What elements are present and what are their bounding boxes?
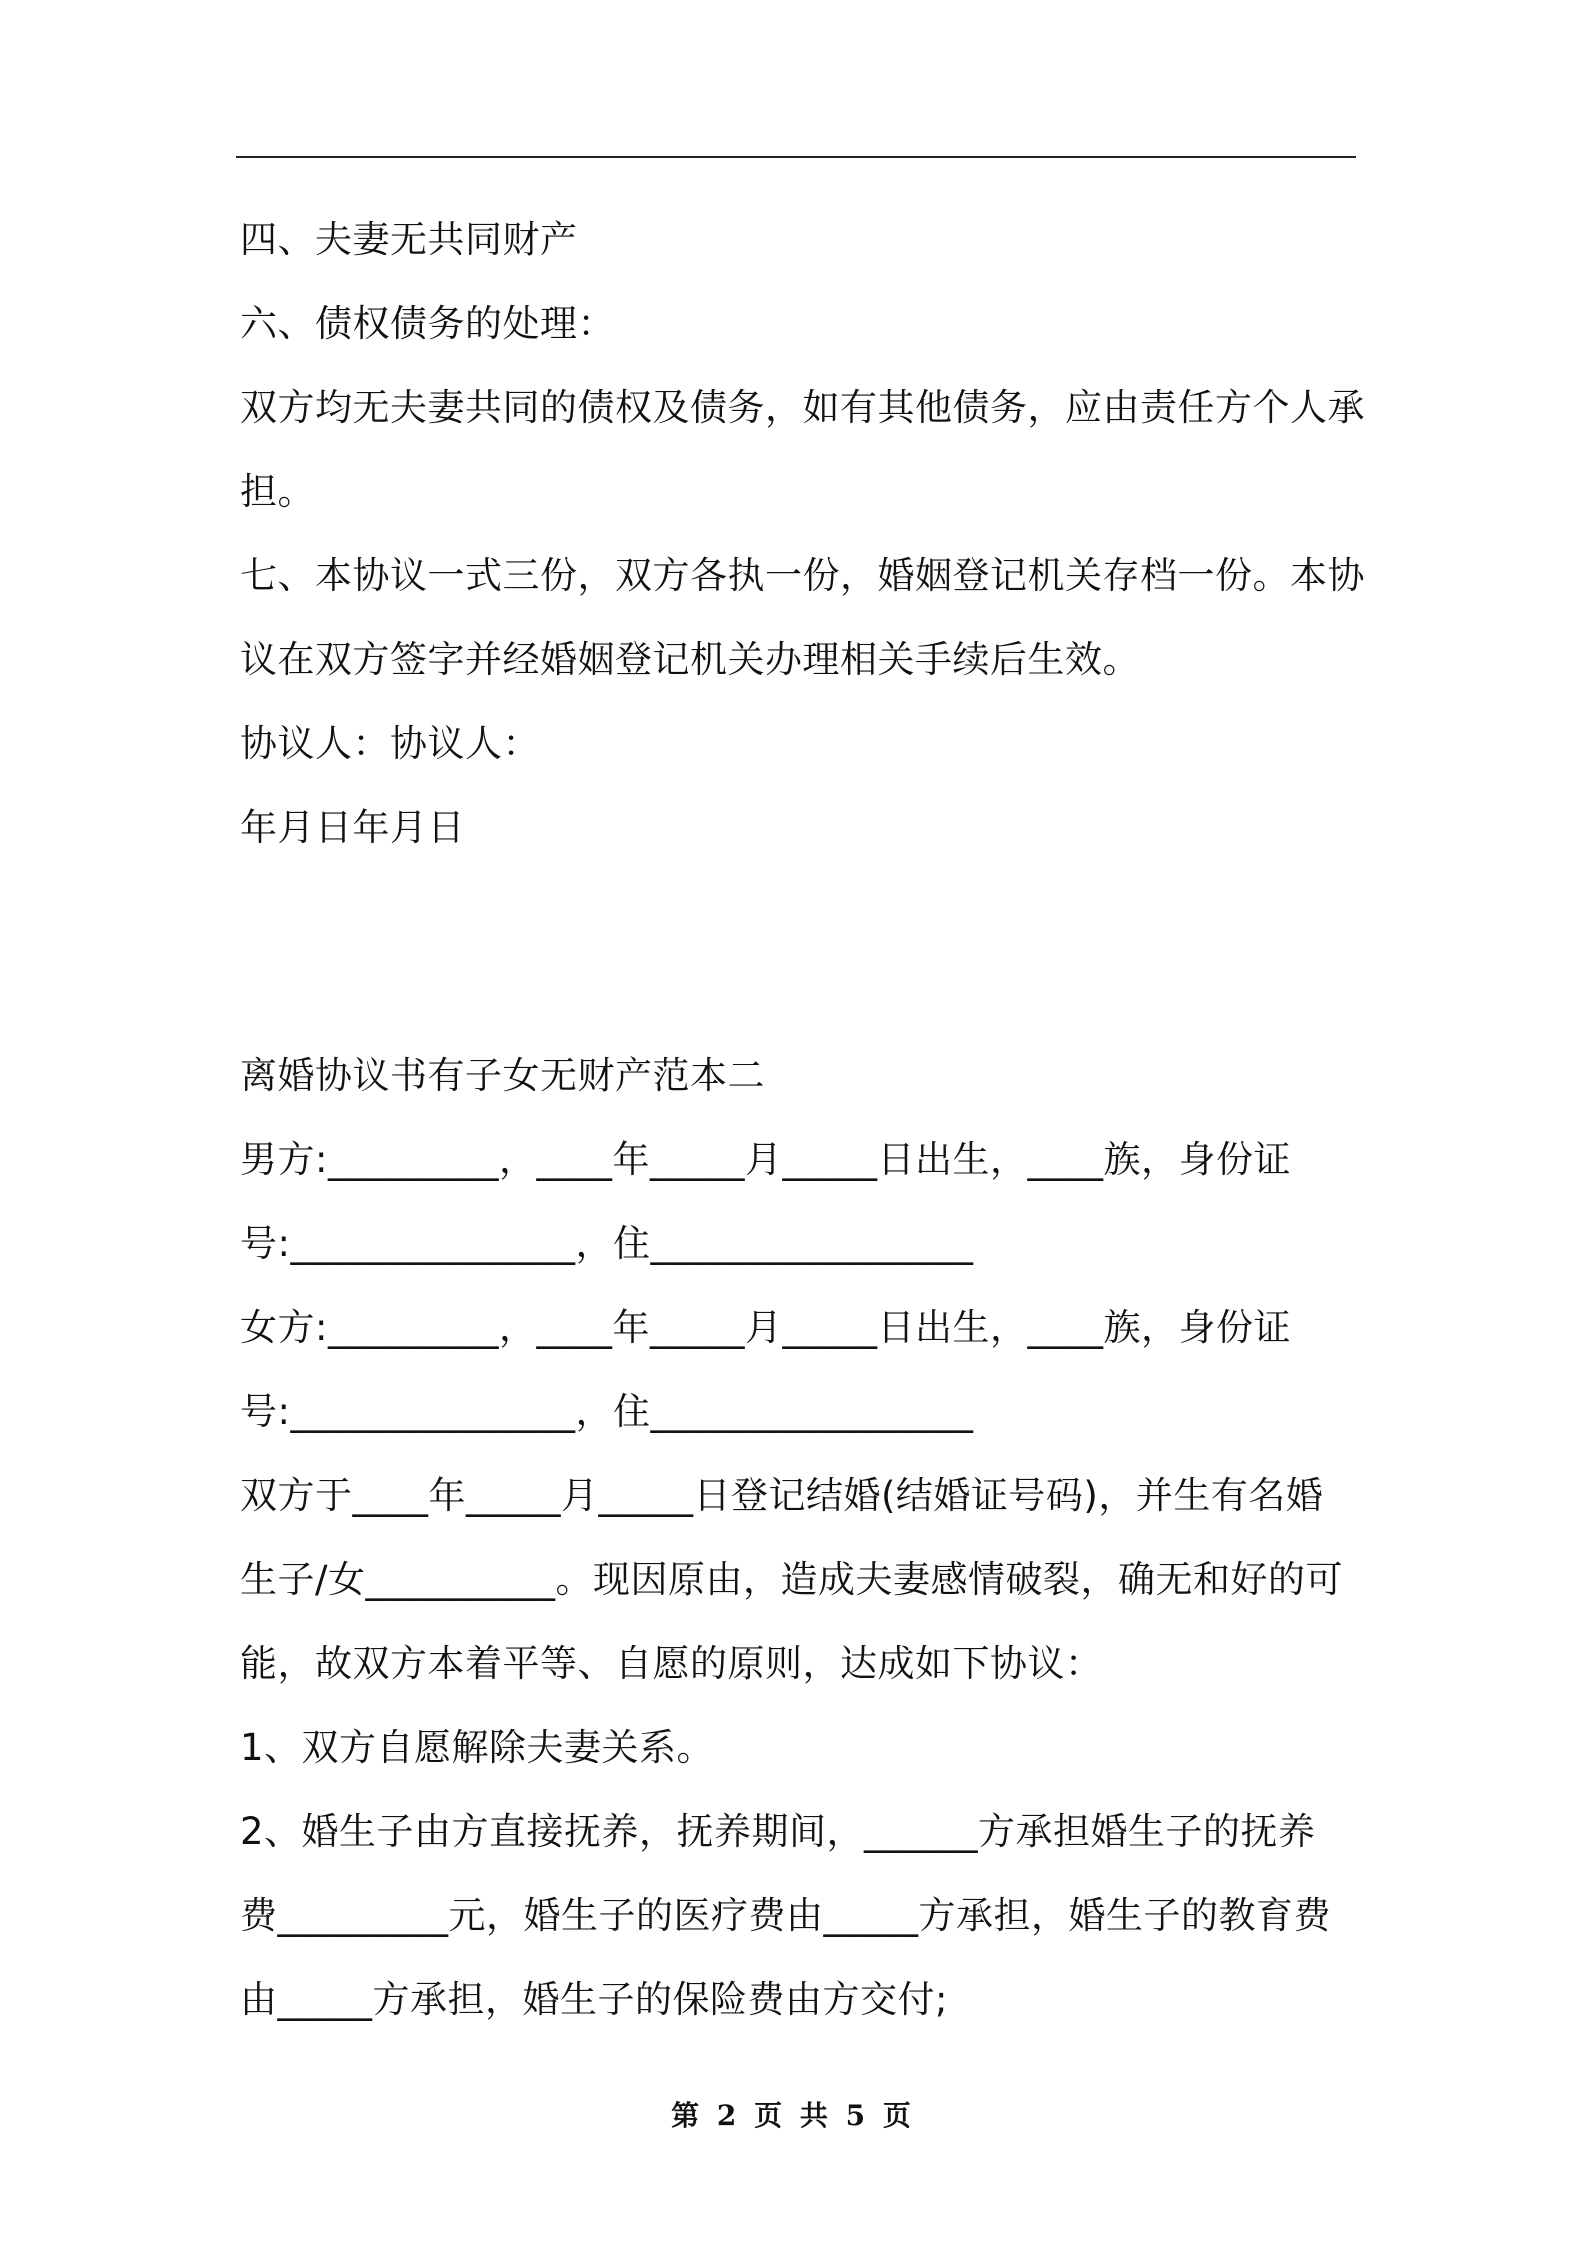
date-line: 年月日年月日 <box>240 806 465 849</box>
paragraph-line: 四、夫妻无共同财产 <box>240 218 578 261</box>
paragraph-line: 担。 <box>240 470 315 513</box>
document-body <box>240 198 1365 2042</box>
paragraph-line: 能，故双方本着平等、自愿的原则，达成如下协议： <box>240 1642 1103 1685</box>
clause-line: 由_____方承担，婚生子的保险费由方交付; <box>240 1978 948 2021</box>
paragraph-line: 七、本协议一式三份，双方各执一份，婚姻登记机关存档一份。本协 <box>240 554 1365 597</box>
header-rule <box>236 156 1356 158</box>
clause-line: 2、婚生子由方直接抚养，抚养期间，______方承担婚生子的抚养 <box>240 1810 1316 1853</box>
clause-line: 费_________元，婚生子的医疗费由_____方承担，婚生子的教育费 <box>240 1894 1331 1937</box>
clause-line: 1、双方自愿解除夫妻关系。 <box>240 1726 715 1769</box>
form-line: 号:_______________，住_________________ <box>240 1222 974 1265</box>
section-gap <box>240 870 1360 1034</box>
paragraph-line: 生子/女__________。现因原由，造成夫妻感情破裂，确无和好的可 <box>240 1558 1343 1601</box>
paragraph-line: 议在双方签字并经婚姻登记机关办理相关手续后生效。 <box>240 638 1140 681</box>
form-line: 男方:_________，____年_____月_____日出生，____族，身份证 <box>240 1138 1291 1181</box>
signature-line: 协议人：协议人： <box>240 722 540 765</box>
paragraph-line: 双方于____年_____月_____日登记结婚(结婚证号码)，并生有名婚 <box>240 1474 1324 1517</box>
page-number: 第 2 页 共 5 页 <box>671 2099 915 2132</box>
paragraph-line: 双方均无夫妻共同的债权及债务，如有其他债务，应由责任方个人承 <box>240 386 1365 429</box>
form-line: 女方:_________，____年_____月_____日出生，____族，身份证 <box>240 1306 1291 1349</box>
form-line: 号:_______________，住_________________ <box>240 1390 974 1433</box>
section-title: 离婚协议书有子女无财产范本二 <box>240 1054 765 1097</box>
paragraph-line: 六、债权债务的处理： <box>240 302 615 345</box>
